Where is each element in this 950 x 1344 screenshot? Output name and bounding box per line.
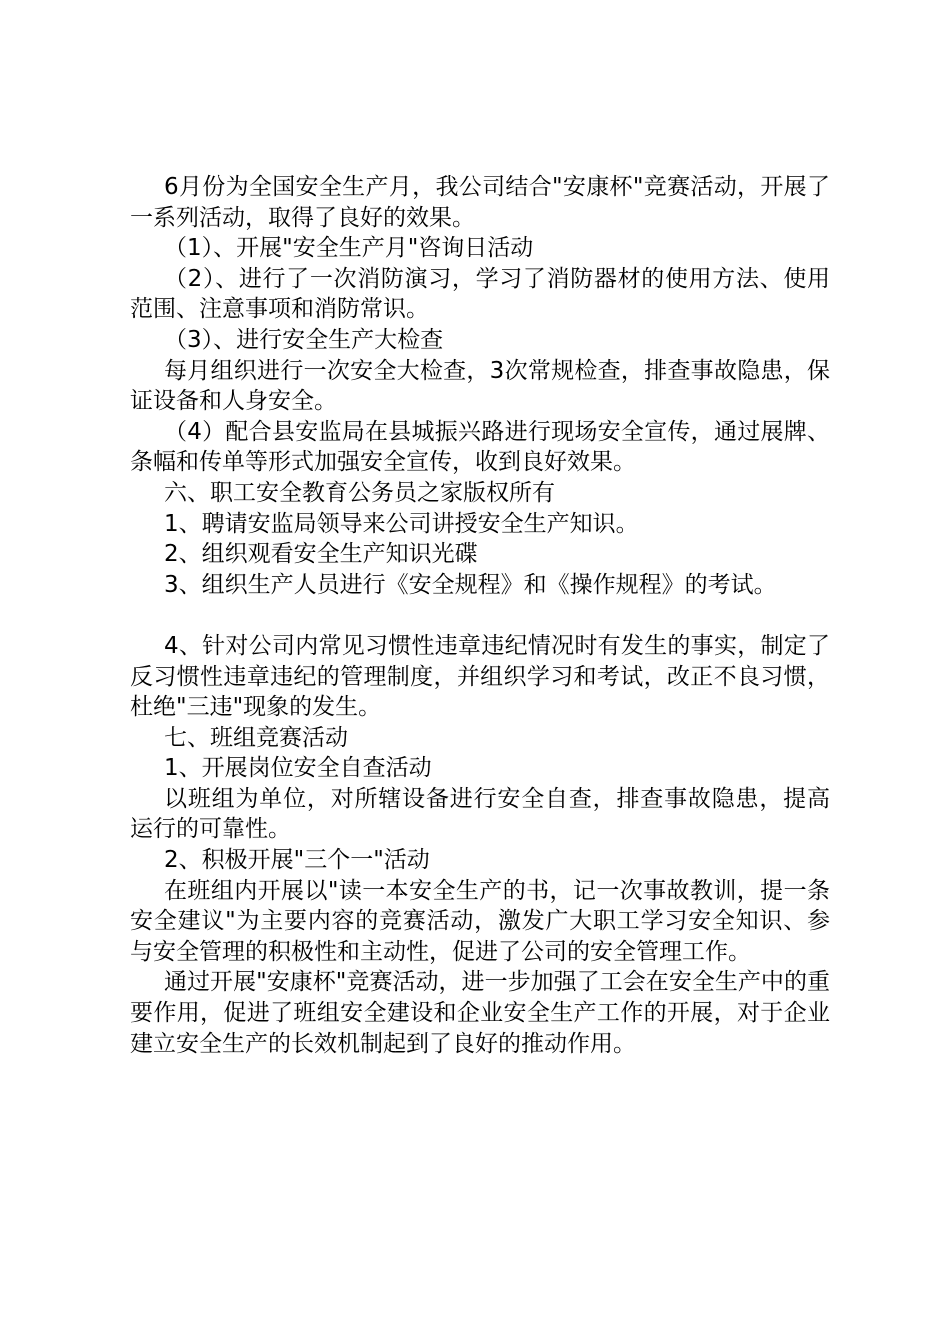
paragraph-education-3: 3、组织生产人员进行《安全规程》和《操作规程》的考试。 [164,571,777,598]
paragraph-monthly-inspection: 每月组织进行一次安全大检查，3次常规检查，排查事故隐患，保证设备和人身安全。 [130,357,830,415]
paragraph-education-1: 1、聘请安监局领导来公司讲授安全生产知识。 [164,510,639,537]
paragraph-intro: 6月份为全国安全生产月，我公司结合"安康杯"竞赛活动，开展了一系列活动，取得了良好的效果。 [130,174,830,231]
paragraph-team-1: 1、开展岗位安全自查活动 [164,755,432,782]
paragraph-conclusion: 通过开展"安康杯"竞赛活动，进一步加强了工会在安全生产中的重要作用，促进了班组安全建设和企业安全生产工作的开展，对于企业建立安全生产的长效机制起到了良好的推动作用。 [130,969,830,1057]
paragraph-item-2: （2）、进行了一次消防演习，学习了消防器材的使用方法、使用范围、注意事项和消防常识。 [130,265,830,323]
paragraph-team-2: 2、积极开展"三个一"活动 [164,847,430,874]
paragraph-item-1: （1）、开展"安全生产月"咨询日活动 [164,235,534,262]
paragraph-education-4: 4、针对公司内常见习惯性违章违纪情况时有发生的事实，制定了反习惯性违章违纪的管理制度，并组织学习和考试，改正不良习惯，杜绝"三违"现象的发生。 [130,632,830,721]
document-body [130,172,830,1059]
section-heading-6: 六、职工安全教育公务员之家版权所有 [164,479,555,506]
section-heading-7: 七、班组竞赛活动 [164,724,348,751]
paragraph-education-2: 2、组织观看安全生产知识光碟 [164,541,478,568]
paragraph-team-1-detail: 以班组为单位，对所辖设备进行安全自查，排查事故隐患，提高运行的可靠性。 [130,785,830,843]
paragraph-team-2-detail: 在班组内开展以"读一本安全生产的书，记一次事故教训，提一条安全建议"为主要内容的竞赛活动，激发广大职工学习安全知识、参与安全管理的积极性和主动性，促进了公司的安全管理工作。 [130,877,830,965]
paragraph-item-3: （3）、进行安全生产大检查 [164,326,444,353]
paragraph-item-4: （4）配合县安监局在县城振兴路进行现场安全宣传，通过展牌、条幅和传单等形式加强安全宣传，收到良好效果。 [130,418,830,476]
